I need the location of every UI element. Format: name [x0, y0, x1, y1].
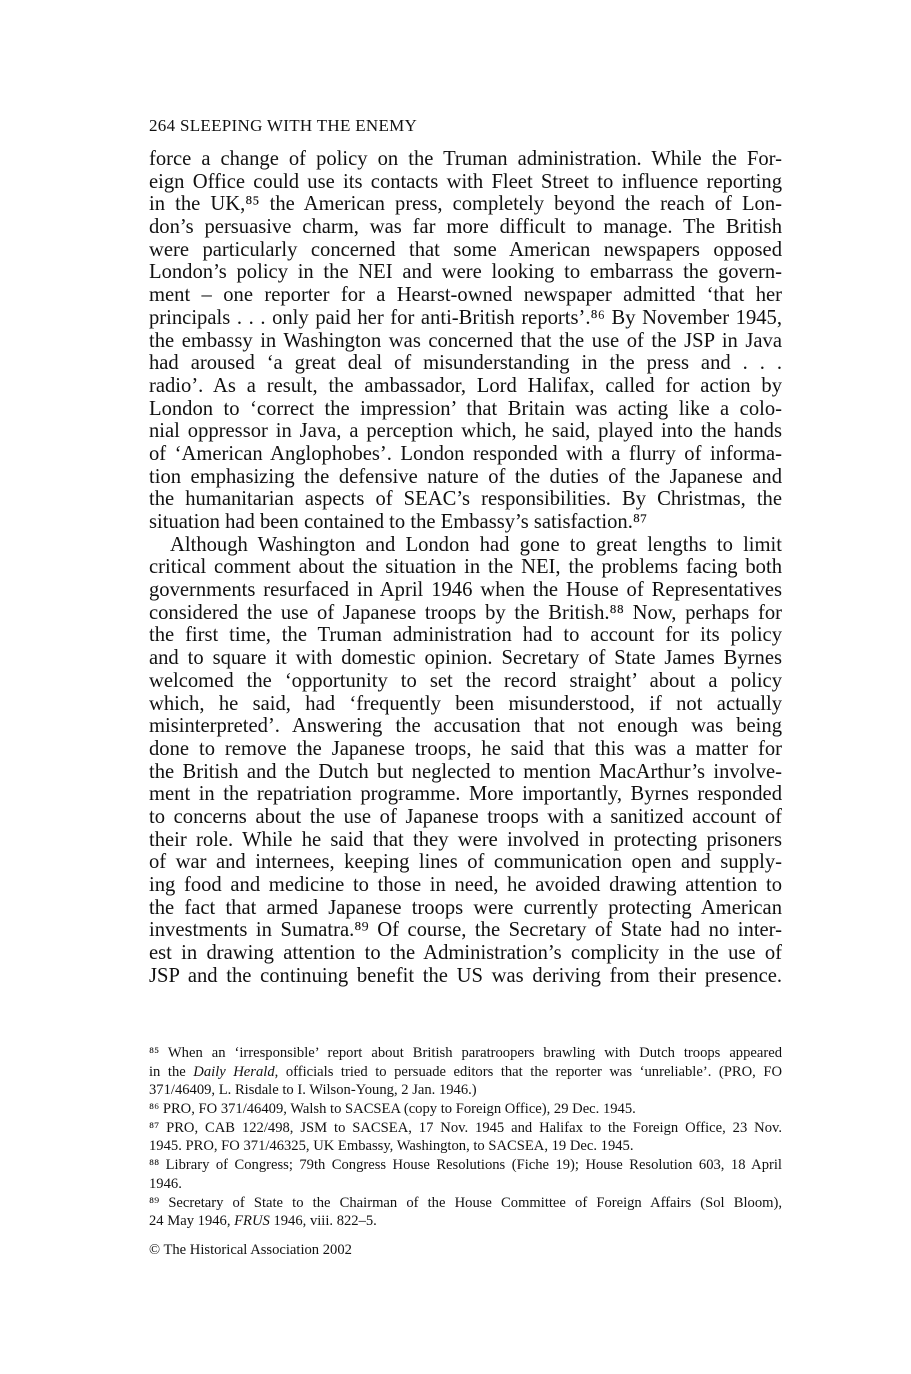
text-line: ment – one reporter for a Hearst-owned newspaper admitted ‘that her [149, 284, 782, 307]
footnote-line [149, 1100, 782, 1119]
footnote-text: , officials tried to persuade editors that the reporter was ‘unreliable’. (PRO, FO [274, 1063, 783, 1080]
footnote-line [149, 1175, 782, 1194]
italic-title: Daily Herald [193, 1063, 275, 1080]
text-line: radio’. As a result, the ambassador, Lord Halifax, called for action by [149, 374, 782, 397]
running-title: SLEEPING WITH THE ENEMY [179, 116, 418, 135]
text-line: situation had been contained to the Embassy’s satisfaction.⁸⁷ [149, 511, 648, 533]
text-line: nial oppressor in Java, a perception which, he said, played into the hands [149, 420, 782, 443]
footnote-88 [149, 1156, 782, 1193]
text-line: of war and internees, keeping lines of communication open and supply- [149, 851, 782, 874]
text-line: ing food and medicine to those in need, he avoided drawing attention to [149, 874, 782, 896]
text-line: misinterpreted’. Answering the accusation that not enough was being [149, 715, 782, 738]
footnote-line [149, 1156, 782, 1175]
text-line: investments in Sumatra.⁸⁹ Of course, the Secretary of State had no inter- [149, 919, 782, 942]
footnote-text: 1946. [149, 1175, 182, 1192]
text-line: principals . . . only paid her for anti-British reports’.⁸⁶ By November 1945, [149, 306, 782, 329]
text-line: welcomed the ‘opportunity to set the record straight’ about a policy [149, 669, 782, 692]
footnote-text: ⁸⁹ Secretary of State to the Chairman of the House Committee of Foreign Affairs (Sol Bloom), [149, 1194, 782, 1211]
body-text [149, 148, 782, 987]
footnote-87 [149, 1119, 782, 1156]
footnote-line [149, 1081, 782, 1100]
footnotes [149, 1044, 782, 1231]
paragraph [149, 148, 782, 534]
footnote-text: 1945. PRO, FO 371/46325, UK Embassy, Washington, to SACSEA, 19 Dec. 1945. [149, 1138, 634, 1155]
footnote-text: ⁸⁸ Library of Congress; 79th Congress House Resolutions (Fiche 19); House Resolution 603, 18 April [149, 1157, 782, 1174]
text-line: the humanitarian aspects of SEAC’s responsibilities. By Christmas, the [149, 488, 782, 511]
footnote-85 [149, 1044, 782, 1100]
text-line: of ‘American Anglophobes’. London responded with a flurry of informa- [149, 442, 782, 465]
text-line: their role. While he said that they were involved in protecting prisoners [149, 828, 782, 851]
text-line: the embassy in Washington was concerned that the use of the JSP in Java [149, 329, 782, 352]
text-line: London to ‘correct the impression’ that Britain was acting like a colo- [149, 397, 782, 420]
paragraph [149, 534, 782, 988]
text-line: considered the use of Japanese troops by the British.⁸⁸ Now, perhaps for [149, 601, 782, 624]
footnote-line [149, 1063, 782, 1082]
text-line: in the UK,⁸⁵ the American press, completely beyond the reach of Lon- [149, 193, 782, 216]
text-line: force a change of policy on the Truman administration. While the For- [149, 148, 782, 170]
footnote-text: in the [149, 1063, 194, 1080]
text-line: the British and the Dutch but neglected to mention MacArthur’s involve- [149, 760, 782, 783]
text-line: JSP and the continuing benefit the US was deriving from their presence. [149, 964, 782, 987]
text-line: and to square it with domestic opinion. Secretary of State James Byrnes [149, 647, 782, 670]
text-line: governments resurfaced in April 1946 when the House of Representatives [149, 579, 782, 602]
text-line: to concerns about the use of Japanese troops with a sanitized account of [149, 805, 782, 828]
text-line: Although Washington and London had gone to great lengths to limit [170, 533, 782, 556]
footnote-line [149, 1194, 782, 1213]
footnote-text: 371/46409, L. Risdale to I. Wilson-Young, 2 Jan. 1946.) [149, 1082, 477, 1099]
footnote-line [149, 1212, 782, 1231]
text-line: tion emphasizing the defensive nature of the duties of the Japanese and [149, 465, 782, 488]
footnote-text: 1946, viii. 822–5. [269, 1213, 377, 1230]
text-line: critical comment about the situation in the NEI, the problems facing both [149, 556, 782, 579]
text-line: done to remove the Japanese troops, he said that this was a matter for [149, 737, 782, 760]
footnote-text: 24 May 1946, [149, 1213, 235, 1230]
running-header [149, 116, 417, 136]
footnote-line [149, 1119, 782, 1138]
text-line: which, he said, had ‘frequently been misunderstood, if not actually [149, 692, 782, 715]
footnote-text: ⁸⁶ PRO, FO 371/46409, Walsh to SACSEA (copy to Foreign Office), 29 Dec. 1945. [149, 1101, 636, 1118]
text-line: London’s policy in the NEI and were looking to embarrass the govern- [149, 261, 782, 284]
italic-title: FRUS [234, 1213, 270, 1230]
footnote-89 [149, 1194, 782, 1231]
text-line: the fact that armed Japanese troops were currently protecting American [149, 896, 782, 919]
page-number: 264 [149, 116, 176, 135]
text-line: were particularly concerned that some American newspapers opposed [149, 238, 782, 261]
copyright-notice: © The Historical Association 2002 [149, 1242, 352, 1258]
text-line: don’s persuasive charm, was far more difficult to manage. The British [149, 216, 782, 239]
text-line: had aroused ‘a great deal of misunderstanding in the press and . . . [149, 352, 782, 375]
footnote-line [149, 1137, 782, 1156]
footnote-text: ⁸⁵ When an ‘irresponsible’ report about British paratroopers brawling with Dutch troops appeared [149, 1045, 782, 1061]
footnote-86 [149, 1100, 782, 1119]
text-line: eign Office could use its contacts with Fleet Street to influence reporting [149, 170, 782, 193]
text-line: est in drawing attention to the Administration’s complicity in the use of [149, 942, 782, 965]
text-line: the first time, the Truman administration had to account for its policy [149, 624, 782, 647]
footnote-line [149, 1044, 782, 1063]
footnote-text: ⁸⁷ PRO, CAB 122/498, JSM to SACSEA, 17 Nov. 1945 and Halifax to the Foreign Office, 23 Nov. [149, 1119, 782, 1136]
text-line: ment in the repatriation programme. More importantly, Byrnes responded [149, 783, 782, 806]
